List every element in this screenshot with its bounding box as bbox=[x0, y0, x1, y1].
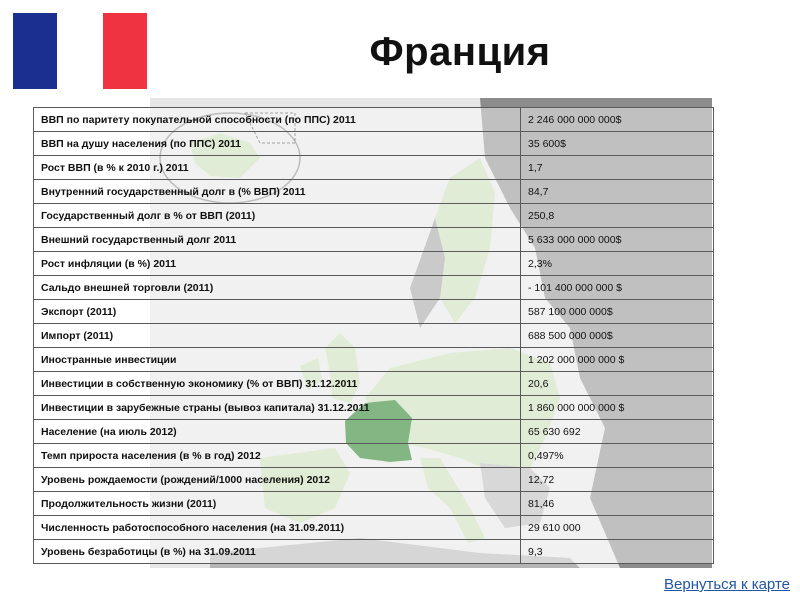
table-row bbox=[34, 300, 714, 324]
row-label: Инвестиции в зарубежные страны (вывоз капитала) 31.12.2011 bbox=[34, 396, 521, 420]
table-row bbox=[34, 468, 714, 492]
row-value: - 101 400 000 000 $ bbox=[521, 276, 714, 300]
row-label: ВВП на душу населения (по ППС) 2011 bbox=[34, 132, 521, 156]
row-value: 250,8 bbox=[521, 204, 714, 228]
table-row bbox=[34, 204, 714, 228]
table-row bbox=[34, 156, 714, 180]
table-row bbox=[34, 444, 714, 468]
row-label: Рост ВВП (в % к 2010 г.) 2011 bbox=[34, 156, 521, 180]
page-title: Франция bbox=[369, 30, 551, 74]
table-row bbox=[34, 228, 714, 252]
country-stats-table bbox=[33, 107, 714, 564]
row-value: 1,7 bbox=[521, 156, 714, 180]
row-label: Уровень безработицы (в %) на 31.09.2011 bbox=[34, 540, 521, 564]
row-label: Инвестиции в собственную экономику (% от ВВП) 31.12.2011 bbox=[34, 372, 521, 396]
row-value: 2 246 000 000 000$ bbox=[521, 108, 714, 132]
row-value: 81,46 bbox=[521, 492, 714, 516]
row-value: 587 100 000 000$ bbox=[521, 300, 714, 324]
row-value: 35 600$ bbox=[521, 132, 714, 156]
flag-white-stripe bbox=[57, 13, 103, 89]
table-row bbox=[34, 252, 714, 276]
row-label: ВВП по паритету покупательной способности (по ППС) 2011 bbox=[34, 108, 521, 132]
row-value: 5 633 000 000 000$ bbox=[521, 228, 714, 252]
row-label: Импорт (2011) bbox=[34, 324, 521, 348]
row-value: 84,7 bbox=[521, 180, 714, 204]
table-row bbox=[34, 180, 714, 204]
row-value: 20,6 bbox=[521, 372, 714, 396]
row-value: 9,3 bbox=[521, 540, 714, 564]
row-value: 0,497% bbox=[521, 444, 714, 468]
row-label: Численность работоспособного населения (на 31.09.2011) bbox=[34, 516, 521, 540]
table-row bbox=[34, 132, 714, 156]
row-value: 12,72 bbox=[521, 468, 714, 492]
row-label: Сальдо внешней торговли (2011) bbox=[34, 276, 521, 300]
table-row bbox=[34, 372, 714, 396]
table-row bbox=[34, 276, 714, 300]
table-row bbox=[34, 540, 714, 564]
row-label: Уровень рождаемости (рождений/1000 населения) 2012 bbox=[34, 468, 521, 492]
row-label: Темп прироста населения (в % в год) 2012 bbox=[34, 444, 521, 468]
table-row bbox=[34, 420, 714, 444]
row-label: Экспорт (2011) bbox=[34, 300, 521, 324]
row-label: Внешний государственный долг 2011 bbox=[34, 228, 521, 252]
row-value: 1 860 000 000 000 $ bbox=[521, 396, 714, 420]
row-label: Рост инфляции (в %) 2011 bbox=[34, 252, 521, 276]
row-label: Население (на июль 2012) bbox=[34, 420, 521, 444]
row-label: Государственный долг в % от ВВП (2011) bbox=[34, 204, 521, 228]
table-row bbox=[34, 492, 714, 516]
table-row bbox=[34, 108, 714, 132]
row-value: 1 202 000 000 000 $ bbox=[521, 348, 714, 372]
row-label: Внутренний государственный долг в (% ВВП) 2011 bbox=[34, 180, 521, 204]
row-label: Иностранные инвестиции bbox=[34, 348, 521, 372]
flag-red-stripe bbox=[103, 13, 147, 89]
back-to-map-link[interactable]: Вернуться к карте bbox=[664, 576, 790, 593]
row-value: 2,3% bbox=[521, 252, 714, 276]
row-value: 65 630 692 bbox=[521, 420, 714, 444]
table-row bbox=[34, 348, 714, 372]
flag-blue-stripe bbox=[13, 13, 57, 89]
row-value: 29 610 000 bbox=[521, 516, 714, 540]
row-value: 688 500 000 000$ bbox=[521, 324, 714, 348]
row-label: Продолжительность жизни (2011) bbox=[34, 492, 521, 516]
table-row bbox=[34, 516, 714, 540]
france-flag bbox=[13, 13, 147, 89]
table-row bbox=[34, 396, 714, 420]
table-row bbox=[34, 324, 714, 348]
